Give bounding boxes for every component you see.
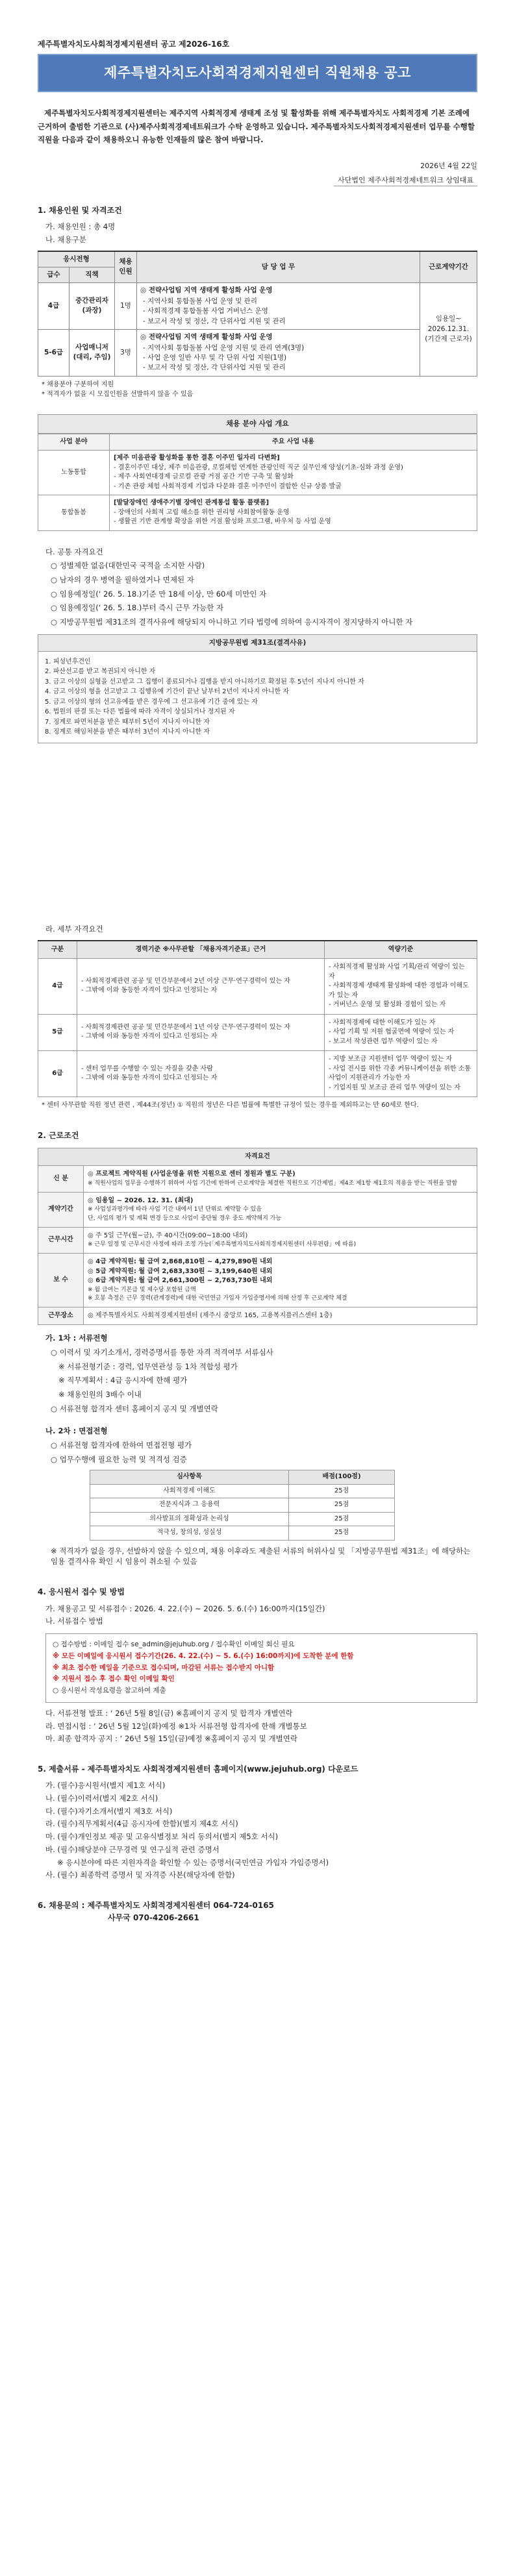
table-row: 4급 중간관리자(과장) 1명 ◎ 전략사업팀 지역 생태계 활성화 사업 운영 - 지역사회 통합돌봄 사업 운영 및 관리 - 사회적경제 통합돌봄 사업 거버넌스 운영 - 보고서 작성 및 정산, 각 단위사업 지원 및 관리 임용일~ 2026.12.31. (기간제 근로자) (38, 282, 477, 329)
detail-qual-table: 구분 경력기준 ※사무관할 「채용자격기준표」근거 역량기준 4급 - 사회적경제관련 공공 및 민간부문에서 2년 이상 근무·연구경력이 있는 자 - 그밖에 이와 동등한 자격이 있다고 인정되는 자 - 사회적경제 활성화 사업 기획/관리 역량이 있는 자 - 사회적경제 생태계 활성화에 대한 경험과 이해도가 있는 자 - 거버넌스 운영 및 활성화 경험이 있는 자 5급 - 사회적경제관련 공공 및 민간부문에서 1년 이상 근무·연구경력이 있는 자 - 그밖에 이와 동등한 자격이 있다고 인정되는 자 - 사회적경제에 대한 이해도가 있는 자 - 사업 기획 및 저원 협굴면에 역량이 있는 자 - 보고서 작성관련 업무 역량이 있는 자 6급 - 센터 업무를 수행할 수 있는 자질을 갖춘 사람 - 그밖에 이와 동등한 자격이 있다고 인정되는 자 - 지방 보조금 지원센터 업무 역량이 있는 자 - 사업 전시를 위한 각종 커뮤니케이션을 위한 소통 사업이 지원관리가 가능한 자 - 기업지원 및 보조금 관리 업무 역량이 있는 자 (38, 940, 477, 1098)
table-row: 사회적경제 이해도 25점 (90, 1484, 395, 1498)
list-item: ○ 이력서 및 자기소개서, 경력증명서를 통한 자격 적격여부 서류심사 (51, 1347, 273, 1357)
list-item: ※ 직무계획서 : 4급 응시자에 한해 평가 (58, 1376, 188, 1385)
table-row: 노동통합 [제주 미음관광 활성화를 통한 결혼 이주민 일자리 다변화] - 결혼이주민 대상, 제주 미음관광, 로컬체험 연계한 관광인력 직군 실무인재 양성(기초-심화 과정 운영) - 제주 사회연대경제 글로컬 관광 거점 공간 기반 구축 및 활성화 - 기존 관광 체험 사회적경제 기업과 다문화 결혼 이주민이 결합한 신규 상품 발굴 (38, 451, 477, 495)
list-item: ○ 서류전형 합격자에 한하여 면접전형 평가 (51, 1440, 192, 1450)
overview-table: 사업 분야 주요 사업 내용 노동통합 [제주 미음관광 활성화를 통한 결혼 이주민 일자리 다변화] - 결혼이주민 대상, 제주 미음관광, 로컬체험 연계한 관광인력 직군 실무인재 양성(기초-심화 과정 운영) - 제주 사회연대경제 글로컬 관광 거점 공간 기반 구축 및 활성화 - 기존 관광 체험 사회적경제 기업과 다문화 결혼 이주민이 결합한 신규 상품 발굴 통합돌봄 [발달장애인 생애주기별 장애인 관계통섭 활동 플랫폼] - 장애인의 사회적 고립 해소를 위한 권리형 사회참여활동 운영 - 생활권 기반 관계형 확장을 위한 거점 활성화 프로그램, 바우처 등 사업 운영 (38, 434, 477, 531)
schedule-d: 라. 면접시험 : ‘ 26년 5월 12일(화)예정 ※1차 서류전형 합격자에 한해 개별통보 (45, 1721, 307, 1731)
schedule-b: 나. 서류접수 방법 (45, 1616, 103, 1626)
page-title: 제주특별자치도사회적경제지원센터 직원채용 공고 (38, 54, 477, 92)
intro-paragraph: 제주특별자치도사회적경제지원센터는 제주지역 사회적경제 생태계 조성 및 활성화를 위해 제주특별자치도 사회적경제 기본 조례에 근거하여 출범한 기관으로 (사)제주사회적경제네트워크가 수탁 운영하고 있습니다. 제주특별자치도사회적경제지원센터 업무를 수행할 직원을 다음과 같이 채용하오니 유능한 인재들의 많은 참여 바랍니다. (38, 108, 475, 145)
list-item: ※ 응시분야에 따른 지원자격을 확인할 수 있는 증명서(국민연금 가입자 가입증명서) (57, 1857, 329, 1867)
section1-title: 1. 채용인원 및 자격조건 (38, 205, 122, 215)
table-row: 계약기간 ◎ 임용일 ~ 2026. 12. 31. (최대) ※ 사업성과평가에 따라 사업 기간 내에서 1년 단위로 계약할 수 있음 단, 사업의 평가 및 계획 변경 등으로 사업이 중단될 경우 중도 계약해지 가능 (38, 1192, 477, 1227)
table-row: 통합돌봄 [발달장애인 생애주기별 장애인 관계통섭 활동 플랫폼] - 장애인의 사회적 고립 해소를 위한 권리형 사회참여활동 운영 - 생활권 기반 관계형 확장을 위한 거점 활성화 프로그램, 바우처 등 사업 운영 (38, 495, 477, 531)
work-conditions-table: 자격요건 신 분 ◎ 프로젝트 계약직원 (사업운영을 위한 지원으로 센터 정원과 별도 구분) ※ 직원사업의 업무을 수행하기 위하여 사업 기간에 한하여 근로계약을 체결한 직원으로 기간제법」제4조 제1항 제1호의 적용을 받는 직원을 말함 계약기간 ◎ 임용일 ~ 2026. 12. 31. (최대) ※ 사업성과평가에 따라 사업 기간 내에서 1년 단위로 계약할 수 있음 단, 사업의 평가 및 계획 변경 등으로 사업이 중단될 경우 중도 계약해지 가능 근무시간 ◎ 주 5일 근무(월~금), 주 40시간(09:00~18:00 내외) ※ 근무 일정 및 근무시간 사정에 따라 조정 가능(「제주특별자치도사회적경제지원센터 사무편람」에 따름) 보 수 ◎ 4급 계약직원: 월 급여 2,868,810원 ~ 4,279,890원 내외 ◎ 5급 계약직원: 월 급여 2,683,330원 ~ 3,199,640원 내외 ◎ 6급 계약직원: 월 급여 2,661,300원 ~ 2,763,730원 내외 ※ 월 급여는 기본급 및 제수당 포함된 금액 ※ 호봉 측정은 근무 경력(관계경력)에 대한 국민연금 가입자 가입증명서에 의해 산정 후 근로계약 체결 근무장소 ◎ 제주특별자치도 사회적경제지원센터 (제주시 중앙로 165, 고용복지플러스센터 1층) (38, 1148, 477, 1325)
list-item: ○ 남자의 경우 병역을 필하였거나 면제된 자 (51, 575, 194, 584)
list-item: ○ 업무수행에 필요한 능력 및 적격성 검증 (51, 1454, 187, 1464)
schedule-c: 다. 서류전형 발표 : ‘ 26년 5월 8일(금) ※홈페이지 공지 및 합격자 개별연락 (45, 1709, 293, 1718)
table-row: 근무장소 ◎ 제주특별자치도 사회적경제지원센터 (제주시 중앙로 165, 고용복지플러스센터 1층) (38, 1307, 477, 1325)
score-table: 심사항목 배점(100점) 사회적경제 이해도 25점 전문지식과 그 응용력 25점 의사발표의 정확성과 논리성 25점 적극성, 창의성, 성실성 25점 (90, 1470, 395, 1541)
table-row: 4급 - 사회적경제관련 공공 및 민간부문에서 2년 이상 근무·연구경력이 있는 자 - 그밖에 이와 동등한 자격이 있다고 인정되는 자 - 사회적경제 활성화 사업 기획/관리 역량이 있는 자 - 사회적경제 생태계 활성화에 대한 경험과 이해도가 있는 자 - 거버넌스 운영 및 활성화 경험이 있는 자 (38, 959, 477, 1015)
interview-title: 나. 2차 : 면접전형 (45, 1426, 108, 1436)
th-duty-class: 직책 (69, 267, 115, 282)
table-row: 적극성, 창의성, 성실성 25점 (90, 1526, 395, 1541)
list-item: ※ 채용인원의 3배수 이내 (58, 1389, 142, 1399)
law-title: 지방공무원법 제31조(결격사유) (38, 635, 477, 652)
position-table (38, 251, 477, 377)
table-row: 근무시간 ◎ 주 5일 근무(월~금), 주 40시간(09:00~18:00 내외) ※ 근무 일정 및 근무시간 사정에 따라 조정 가능(「제주특별자치도사회적경제지원센터 사무편람」에 따름) (38, 1227, 477, 1254)
table-row: 의사발표의 정확성과 논리성 25점 (90, 1512, 395, 1526)
list-item: ○ 성별제한 없음(대한민국 국적을 소지한 사람) (51, 561, 205, 571)
table-row: 신 분 ◎ 프로젝트 계약직원 (사업운영을 위한 지원으로 센터 정원과 별도 구분) ※ 직원사업의 업무을 수행하기 위하여 사업 기간에 한하여 근로계약을 체결한 직원으로 기간제법」제4조 제1항 제1호의 적용을 받는 직원을 말함 (38, 1166, 477, 1193)
note: * 채용분야 구분하여 지원 (42, 380, 114, 388)
contract-term: 임용일~ 2026.12.31. (기간제 근로자) (420, 282, 477, 376)
list-item: 다. (필수)자기소개서(별지 제3호 서식) (45, 1806, 173, 1816)
detail-qual-title: 라. 세부 자격요건 (45, 924, 103, 934)
list-item: ※ 서류전형기준 : 경력, 업무연관성 등 1차 적합성 평가 (58, 1361, 238, 1371)
th-count: 채용인원 (115, 251, 137, 283)
doc-screening-title: 가. 1차 : 서류전형 (45, 1333, 108, 1343)
schedule-a: 가. 채용공고 및 서류접수 : 2026. 4. 22.(수) ~ 2026. 5. 6.(수) 16:00까지(15일간) (45, 1604, 325, 1613)
section5-title: 5. 제출서류 - 제주특별자치도 사회적경제지원센터 홈페이지(www.jejuhub.org) 다운로드 (38, 1765, 358, 1774)
hiring-count: 가. 채용인원 : 총 4명 (45, 222, 116, 232)
list-item: 마. (필수)개인정보 제공 및 고유식별정보 처리 동의서(별지 제5호 서식) (45, 1832, 279, 1842)
list-item: 가. (필수)응시원서(별지 제1호 서식) (45, 1781, 166, 1790)
note: * 센터 사무관할 직원 정년 관련 , 제44조(정년) ① 직원의 정년은 다른 법률에 특별한 규정이 있는 경우를 제외하고는 만 60세로 한다. (42, 1102, 419, 1109)
schedule-e: 마. 최종 합격자 공지 : ‘ 26년 5월 15일(금)예정 ※홈페이지 공지 및 개별연락 (45, 1734, 297, 1744)
issuing-org: 사단법인 제주사회적경제네트워크 상임대표 (334, 175, 477, 186)
list-item: 바. (필수)해당분야 근무경력 및 연구실적 관련 증명서 (45, 1844, 220, 1854)
th-grade: 급수 (38, 267, 69, 282)
th-term: 근로계약기간 (420, 251, 477, 283)
table-row: 5급 - 사회적경제관련 공공 및 민간부문에서 1년 이상 근무·연구경력이 있는 자 - 그밖에 이와 동등한 자격이 있다고 인정되는 자 - 사회적경제에 대한 이해도가 있는 자 - 사업 기획 및 저원 협굴면에 역량이 있는 자 - 보고서 작성관련 업무 역량이 있는 자 (38, 1014, 477, 1051)
note: * 적격자가 없을 시 모집인원을 선발하지 않을 수 있음 (42, 391, 194, 399)
section2-title: 2. 근로조건 (38, 1130, 79, 1140)
list-item: 사. (필수) 최종학력 증명서 및 자격증 사본(해당자에 한함) (45, 1870, 235, 1880)
th-duties: 담 당 업 무 (137, 251, 420, 283)
contact-line-2: 사무국 070-4206-2661 (108, 1913, 199, 1923)
overview-title: 채용 분야 사업 개요 (38, 414, 477, 434)
list-item: ○ 지방공무원법 제31조의 결격사유에 해당되지 아니하고 기타 법령에 의하여 응시자격이 정지당하지 아니한 자 (51, 617, 413, 626)
list-item: ○ 서류전형 합격자 센터 홈페이지 공지 및 개별연락 (51, 1404, 218, 1413)
submission-box: ○ 접수방법 : 이메일 접수 se_admin@jejuhub.org / 접수확인 이메일 회신 필요 ※ 모든 이메일에 응시원서 접수기간(26. 4. 22.(수) ~ 5. 6.(수) 16:00까지)에 도착한 분에 한함 ※ 최초 접수한 메일을 기준으로 접수되며, 마감된 서류는 접수받지 아니함 ※ 지원서 접수 후 접수 확인 이메일 확인 ○ 응시원서 작성요령을 참고하여 제출 (45, 1633, 477, 1703)
table-row: 보 수 ◎ 4급 계약직원: 월 급여 2,868,810원 ~ 4,279,890원 내외 ◎ 5급 계약직원: 월 급여 2,683,330원 ~ 3,199,640원 내외 ◎ 6급 계약직원: 월 급여 2,661,300원 ~ 2,763,730원 내외 ※ 월 급여는 기본급 및 제수당 포함된 금액 ※ 호봉 측정은 근무 경력(관계경력)에 대한 국민연금 가입자 가입증명서에 의해 산정 후 근로계약 체결 (38, 1254, 477, 1307)
th-field: 응시전형 (38, 251, 115, 267)
common-qual-title: 다. 공통 자격요건 (45, 547, 103, 556)
list-item: ○ 임용예정일(‘ 26. 5. 18.)기준 만 18세 이상, 만 60세 미만인 자 (51, 589, 267, 599)
table-row: 6급 - 센터 업무를 수행할 수 있는 자질을 갖춘 사람 - 그밖에 이와 동등한 자격이 있다고 인정되는 자 - 지방 보조금 지원센터 업무 역량이 있는 자 - 사업 전시를 위한 각종 커뮤니케이션을 위한 소통 사업이 지원관리가 가능한 자 - 기업지원 및 보조금 관리 업무 역량이 있는 자 (38, 1051, 477, 1097)
list-item: 라. (필수)직무계획서(4급 응시자에 한함)(별지 제4호 서식) (45, 1819, 238, 1829)
list-item: 나. (필수)이력서(별지 제2호 서식) (45, 1794, 158, 1803)
table-row: 5-6급 사업매니저(대리, 주임) 3명 ◎ 전략사업팀 지역 생태계 활성화 사업 운영 - 지역사회 통합돌봄 사업 운영 지원 및 관리 연계(3명) - 사업 운영 일반 사무 및 각 단위 사업 지원(1명) - 보고서 작성 및 정산, 각 단위사업 지원 및 관리 (38, 329, 477, 376)
section4-title: 4. 응시원서 접수 및 방법 (38, 1587, 125, 1597)
score-note: ※ 적격자가 없을 경우, 선발하지 않을 수 있으며, 채용 이후라도 제출된 서류의 허위사실 및 「지방공무원법 제31조」에 해당하는 임용 결격사유 확인 시 임용이 취소될 수 있음 (51, 1546, 471, 1567)
contact-line: 6. 채용문의 : 제주특별자치도 사회적경제지원센터 064-724-0165 (38, 1900, 274, 1910)
hiring-category-title: 나. 채용구분 (45, 234, 86, 244)
notice-number: 제주특별자치도사회적경제지원센터 공고 제2026-16호 (38, 40, 230, 49)
list-item: ○ 임용예정일(‘ 26. 5. 18.)부터 즉시 근무 가능한 자 (51, 603, 224, 613)
notice-date: 2026년 4월 22일 (420, 161, 477, 170)
table-row: 전문지식과 그 응용력 25점 (90, 1498, 395, 1513)
law-box: 지방공무원법 제31조(결격사유) 1. 피성년후견인 2. 파산선고를 받고 복권되지 아니한 자 3. 금고 이상의 실형을 선고받고 그 집행이 종료되거나 집행을 받지 아니하기로 확정된 후 5년이 지나지 아니한 자 4. 금고 이상의 형을 선고받고 그 집행유예 기간이 끝난 날부터 2년이 지나지 아니한 자 5. 금고 이상의 형의 선고유예를 받은 경우에 그 선고유예 기간 중에 있는 자 6. 법원의 판결 또는 다른 법률에 따라 자격이 상실되거나 정지된 자 7. 징계로 파면처분을 받은 때부터 5년이 지나지 아니한 자 8. 징계로 해임처분을 받은 때부터 3년이 지나지 아니한 자 (38, 634, 477, 743)
